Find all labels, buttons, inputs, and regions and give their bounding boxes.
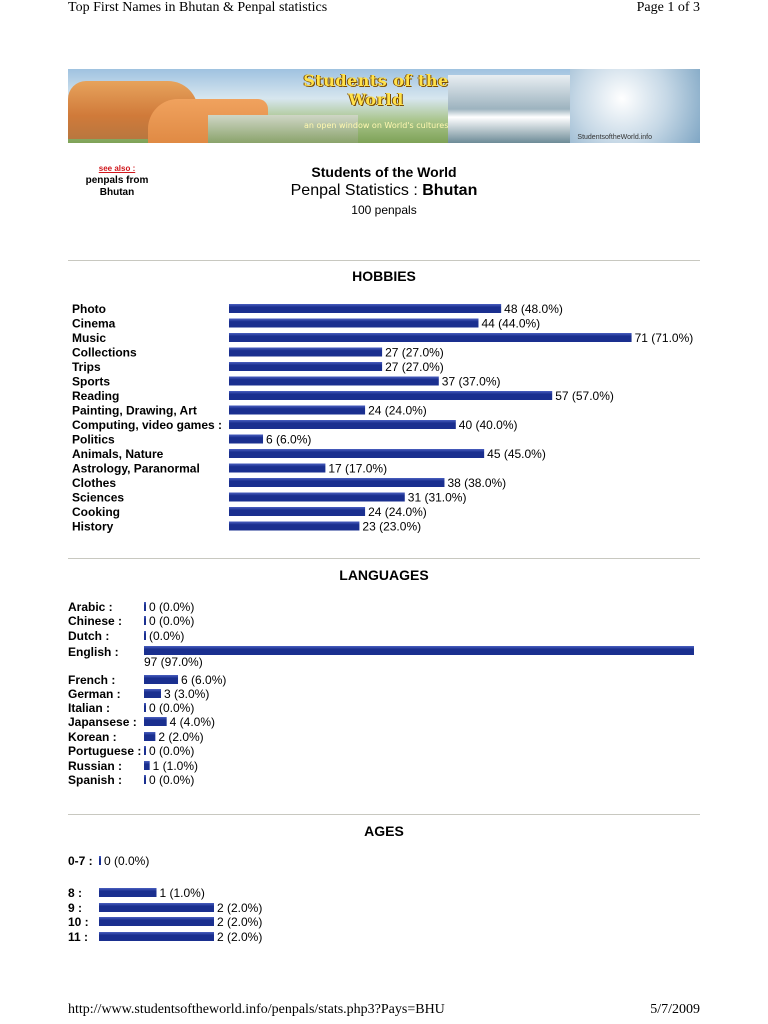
ages-bar xyxy=(99,856,101,865)
hobbies-value-label: 24 (24.0%) xyxy=(368,403,427,418)
penpals-from-line1[interactable]: penpals from xyxy=(85,175,149,186)
languages-value-label: 0 (0.0%) xyxy=(149,600,195,614)
languages-value-label: 4 (4.0%) xyxy=(169,715,216,729)
languages-bar xyxy=(144,703,146,712)
hobbies-value-label: 45 (45.0%) xyxy=(487,447,546,461)
hobbies-value-label: 48 (48.0%) xyxy=(504,302,563,316)
ages-category-label: 10 : xyxy=(68,915,89,929)
languages-value-label: 0 (0.0%) xyxy=(149,701,195,715)
hobbies-category-label: Computing, video games : xyxy=(72,418,223,432)
hobbies-category-label: Clothes xyxy=(72,476,117,490)
languages-value-label: 6 (6.0%) xyxy=(181,673,227,687)
banner-site-name: StudentsoftheWorld.info xyxy=(577,134,652,141)
languages-bar xyxy=(144,689,161,698)
hobbies-value-label: 27 (27.0%) xyxy=(385,360,444,374)
languages-bar xyxy=(144,732,155,741)
hobbies-value-label: 24 (24.0%) xyxy=(368,505,427,519)
languages-bar xyxy=(144,746,146,755)
languages-category-label: Italian : xyxy=(68,701,111,715)
hobbies-bar xyxy=(229,304,501,313)
section-title-ages: AGES xyxy=(364,823,404,839)
languages-category-label: German : xyxy=(68,687,121,701)
page-title: Students of the World xyxy=(311,164,457,180)
hobbies-bar xyxy=(229,333,632,342)
languages-value-label: 3 (3.0%) xyxy=(164,687,210,701)
section-title-hobbies: HOBBIES xyxy=(352,268,416,284)
languages-bar xyxy=(144,775,146,784)
languages-category-label: French : xyxy=(68,673,116,687)
languages-bar xyxy=(144,717,167,726)
languages-value-label: (0.0%) xyxy=(149,629,185,643)
hobbies-bar xyxy=(229,478,444,487)
ages-chart xyxy=(68,854,262,944)
ages-category-label: 8 : xyxy=(68,886,83,900)
hobbies-bar xyxy=(229,449,484,458)
languages-category-label: Portuguese : xyxy=(68,744,142,758)
hobbies-bar xyxy=(229,406,365,415)
see-also-link[interactable]: see also : xyxy=(98,164,136,173)
languages-bar xyxy=(144,631,146,640)
ages-category-label: 11 : xyxy=(68,930,89,944)
ages-value-label: 1 (1.0%) xyxy=(159,886,205,900)
footer-date: 5/7/2009 xyxy=(650,1002,700,1017)
ages-value-label: 2 (2.0%) xyxy=(217,901,263,915)
hobbies-category-label: Cooking xyxy=(72,505,120,519)
hobbies-value-label: 23 (23.0%) xyxy=(362,519,422,534)
ages-bar xyxy=(99,917,214,926)
hobbies-bar xyxy=(229,377,439,386)
ages-bar xyxy=(99,903,214,912)
languages-value-label: 0 (0.0%) xyxy=(149,744,195,758)
hobbies-bar xyxy=(229,507,365,516)
hobbies-value-label: 17 (17.0%) xyxy=(328,461,388,476)
hobbies-category-label: Cinema xyxy=(72,316,116,331)
languages-bar xyxy=(144,761,150,770)
languages-category-label: Japansese : xyxy=(68,715,137,729)
languages-category-label: Korean : xyxy=(68,730,117,744)
ages-category-label: 0-7 : xyxy=(68,854,93,868)
hobbies-category-label: Music xyxy=(72,331,107,345)
hobbies-value-label: 31 (31.0%) xyxy=(407,490,467,505)
hobbies-chart xyxy=(72,302,693,534)
hobbies-value-label: 40 (40.0%) xyxy=(458,418,518,432)
languages-category-label: Spanish : xyxy=(68,773,123,787)
hobbies-value-label: 6 (6.0%) xyxy=(266,432,312,447)
languages-bar xyxy=(144,675,178,684)
page-indicator: Page 1 of 3 xyxy=(636,0,700,15)
hobbies-category-label: Painting, Drawing, Art xyxy=(72,403,197,418)
languages-bar xyxy=(144,616,146,625)
ages-bar xyxy=(99,932,214,941)
ages-category-label: 9 : xyxy=(68,901,83,915)
ages-bar xyxy=(99,888,157,897)
languages-chart xyxy=(68,600,694,787)
hobbies-bar xyxy=(229,391,552,400)
hobbies-category-label: Astrology, Paranormal xyxy=(72,461,200,476)
languages-bar xyxy=(144,602,146,611)
hobbies-category-label: Reading xyxy=(72,389,120,403)
languages-category-label: Arabic : xyxy=(68,600,113,614)
hobbies-bar xyxy=(229,420,456,429)
hobbies-value-label: 71 (71.0%) xyxy=(634,331,694,345)
hobbies-category-label: Sciences xyxy=(72,490,125,505)
ages-value-label: 0 (0.0%) xyxy=(104,854,150,868)
languages-category-label: Dutch : xyxy=(68,629,110,643)
hobbies-value-label: 37 (37.0%) xyxy=(441,374,501,389)
footer-url[interactable]: http://www.studentsoftheworld.info/penpals/stats.php3?Pays=BHU xyxy=(68,1002,445,1017)
hobbies-bar xyxy=(229,348,382,357)
hobbies-category-label: Animals, Nature xyxy=(72,447,164,461)
hobbies-bar xyxy=(229,362,382,371)
site-tagline: an open window on World's cultures xyxy=(304,121,449,130)
section-title-languages: LANGUAGES xyxy=(339,567,429,583)
hobbies-category-label: History xyxy=(72,519,114,534)
penpal-count: 100 penpals xyxy=(351,203,417,217)
hobbies-bar xyxy=(229,319,478,328)
languages-value-label: 0 (0.0%) xyxy=(149,773,195,787)
ages-value-label: 2 (2.0%) xyxy=(217,915,263,929)
languages-value-label: 97 (97.0%) xyxy=(144,655,203,669)
print-footer xyxy=(68,1002,700,1020)
hobbies-category-label: Sports xyxy=(72,374,111,389)
print-header-title: Top First Names in Bhutan & Penpal statistics xyxy=(68,0,328,15)
languages-value-label: 0 (0.0%) xyxy=(149,614,195,628)
languages-bar xyxy=(144,646,694,655)
hobbies-value-label: 27 (27.0%) xyxy=(385,345,444,360)
ages-value-label: 2 (2.0%) xyxy=(217,930,263,944)
hobbies-bar xyxy=(229,464,325,473)
subtitle-prefix: Penpal Statistics : xyxy=(290,182,423,199)
hobbies-category-label: Collections xyxy=(72,345,137,360)
hobbies-bar xyxy=(229,435,263,444)
languages-value-label: 2 (2.0%) xyxy=(158,730,204,744)
languages-category-label: English : xyxy=(68,645,119,659)
site-logo: Students of the World xyxy=(303,71,449,109)
languages-category-label: Russian : xyxy=(68,759,123,773)
country-name: Bhutan xyxy=(422,182,478,199)
hobbies-value-label: 44 (44.0%) xyxy=(481,316,541,331)
hobbies-value-label: 38 (38.0%) xyxy=(447,476,507,490)
hobbies-bar xyxy=(229,522,359,531)
hobbies-value-label: 57 (57.0%) xyxy=(555,389,614,403)
penpals-from-line2[interactable]: Bhutan xyxy=(99,187,135,198)
hobbies-bar xyxy=(229,493,405,502)
languages-category-label: Chinese : xyxy=(68,614,123,628)
languages-value-label: 1 (1.0%) xyxy=(152,759,199,773)
hobbies-category-label: Photo xyxy=(72,302,106,316)
hobbies-category-label: Politics xyxy=(72,432,115,447)
hobbies-category-label: Trips xyxy=(72,360,101,374)
